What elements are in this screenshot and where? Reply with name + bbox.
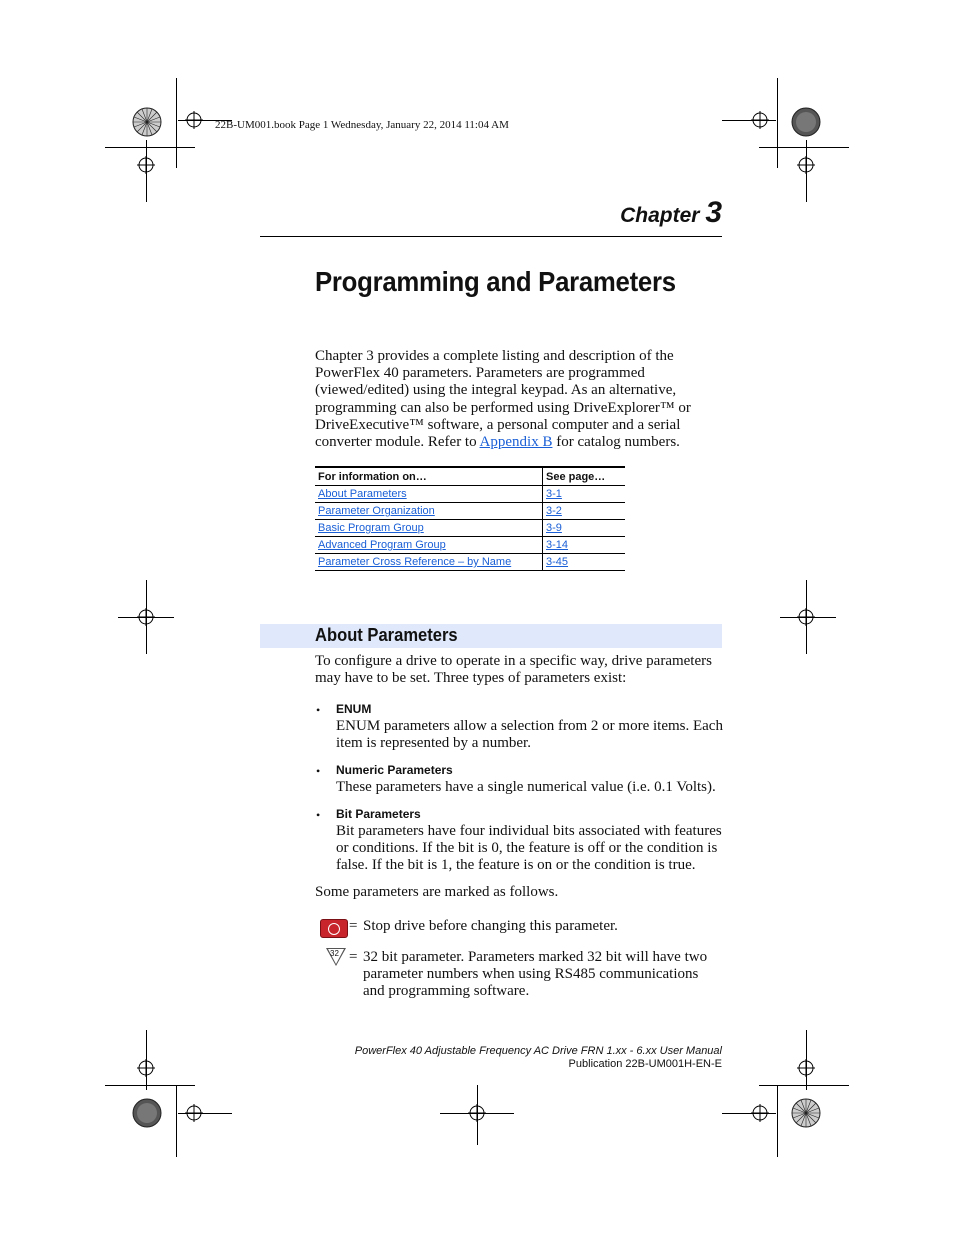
toc-topic-link[interactable]: Basic Program Group bbox=[318, 522, 424, 534]
registration-target-icon bbox=[790, 106, 822, 138]
toc-header-row bbox=[315, 467, 625, 486]
crosshair-icon bbox=[137, 156, 155, 174]
chapter-word: Chapter bbox=[620, 204, 700, 227]
toc-header-page: See page… bbox=[543, 467, 626, 486]
crosshair-icon bbox=[797, 156, 815, 174]
legend-stop-text: Stop drive before changing this parameter. bbox=[363, 918, 618, 934]
intro-text-end: for catalog numbers. bbox=[552, 434, 680, 451]
chapter-label bbox=[620, 196, 722, 230]
toc-page-link[interactable]: 3-9 bbox=[546, 522, 562, 534]
table-row bbox=[315, 520, 625, 537]
toc-table bbox=[315, 466, 625, 571]
crosshair-icon bbox=[185, 111, 203, 129]
intro-text-start: Chapter 3 provides a complete listing and description of the PowerFlex 40 parameters. Parameters are programmed (viewed/edited) using the integral keypad. As an alternative, programming can also be performed using DriveExplorer™ or DriveExecutive™ software, a personal computer and a serial converter module. Refer to bbox=[315, 348, 691, 451]
crosshair-icon bbox=[797, 1059, 815, 1077]
toc-topic-link[interactable]: Advanced Program Group bbox=[318, 539, 446, 551]
toc-page-link[interactable]: 3-45 bbox=[546, 556, 569, 568]
chapter-number: 3 bbox=[705, 196, 722, 229]
section-intro: To configure a drive to operate in a specific way, drive parameters may have to be set. Three types of parameters exist: bbox=[315, 653, 712, 687]
toc-topic-link[interactable]: Parameter Organization bbox=[318, 505, 435, 517]
toc-topic-link[interactable]: About Parameters bbox=[318, 488, 407, 500]
bullet-marker: • bbox=[316, 808, 321, 822]
footer-manual-title: PowerFlex 40 Adjustable Frequency AC Drive FRN 1.xx - 6.xx User Manual bbox=[354, 1045, 722, 1057]
registration-target-icon bbox=[131, 1097, 163, 1129]
bullet-text-bit: Bit parameters have four individual bits associated with features or conditions. If the bit is 0, the feature is off or the condition is false. If the bit is 1, the feature is on or the condition is true. bbox=[336, 823, 722, 874]
crosshair-icon bbox=[137, 1059, 155, 1077]
toc-topic-link[interactable]: Parameter Cross Reference – by Name bbox=[318, 556, 512, 568]
bullet-title-numeric: Numeric Parameters bbox=[336, 763, 453, 777]
intro-paragraph bbox=[315, 348, 725, 451]
table-row bbox=[315, 537, 625, 554]
bullet-text-numeric: These parameters have a single numerical value (i.e. 0.1 Volts). bbox=[336, 779, 716, 795]
table-row bbox=[315, 486, 625, 503]
bullet-marker: • bbox=[316, 703, 321, 717]
marked-intro: Some parameters are marked as follows. bbox=[315, 884, 559, 900]
crosshair-icon bbox=[797, 608, 815, 626]
bullet-title-bit: Bit Parameters bbox=[336, 807, 421, 821]
bullet-title-enum: ENUM bbox=[336, 702, 372, 716]
toc-page-link[interactable]: 3-1 bbox=[546, 488, 562, 500]
toc-page-link[interactable]: 3-2 bbox=[546, 505, 562, 517]
table-row bbox=[315, 503, 625, 520]
crosshair-icon bbox=[468, 1104, 486, 1122]
registration-target-icon bbox=[131, 106, 163, 138]
legend-equals: = bbox=[349, 918, 358, 934]
book-header-info: 22B-UM001.book Page 1 Wednesday, January 22, 2014 11:04 AM bbox=[215, 119, 509, 131]
section-title: About Parameters bbox=[315, 625, 458, 645]
chapter-rule bbox=[260, 236, 722, 237]
legend-32bit-text: 32 bit parameter. Parameters marked 32 bit will have two parameter numbers when using RS485 communications and programming software. bbox=[363, 949, 708, 1000]
toc-header-topic: For information on… bbox=[315, 467, 543, 486]
32-bit-icon-label: 32 bbox=[330, 949, 339, 958]
table-row bbox=[315, 554, 625, 571]
crosshair-icon bbox=[751, 111, 769, 129]
bullet-marker: • bbox=[316, 764, 321, 778]
registration-target-icon bbox=[790, 1097, 822, 1129]
stop-drive-icon bbox=[320, 919, 348, 938]
legend-equals: = bbox=[349, 949, 358, 965]
appendix-b-link[interactable]: Appendix B bbox=[479, 434, 553, 451]
crosshair-icon bbox=[185, 1104, 203, 1122]
toc-page-link[interactable]: 3-14 bbox=[546, 539, 569, 551]
bullet-text-enum: ENUM parameters allow a selection from 2 or more items. Each item is represented by a number. bbox=[336, 718, 723, 752]
footer-publication: Publication 22B-UM001H-EN-E bbox=[568, 1058, 722, 1070]
crosshair-icon bbox=[751, 1104, 769, 1122]
page-title: Programming and Parameters bbox=[315, 266, 676, 297]
crosshair-icon bbox=[137, 608, 155, 626]
